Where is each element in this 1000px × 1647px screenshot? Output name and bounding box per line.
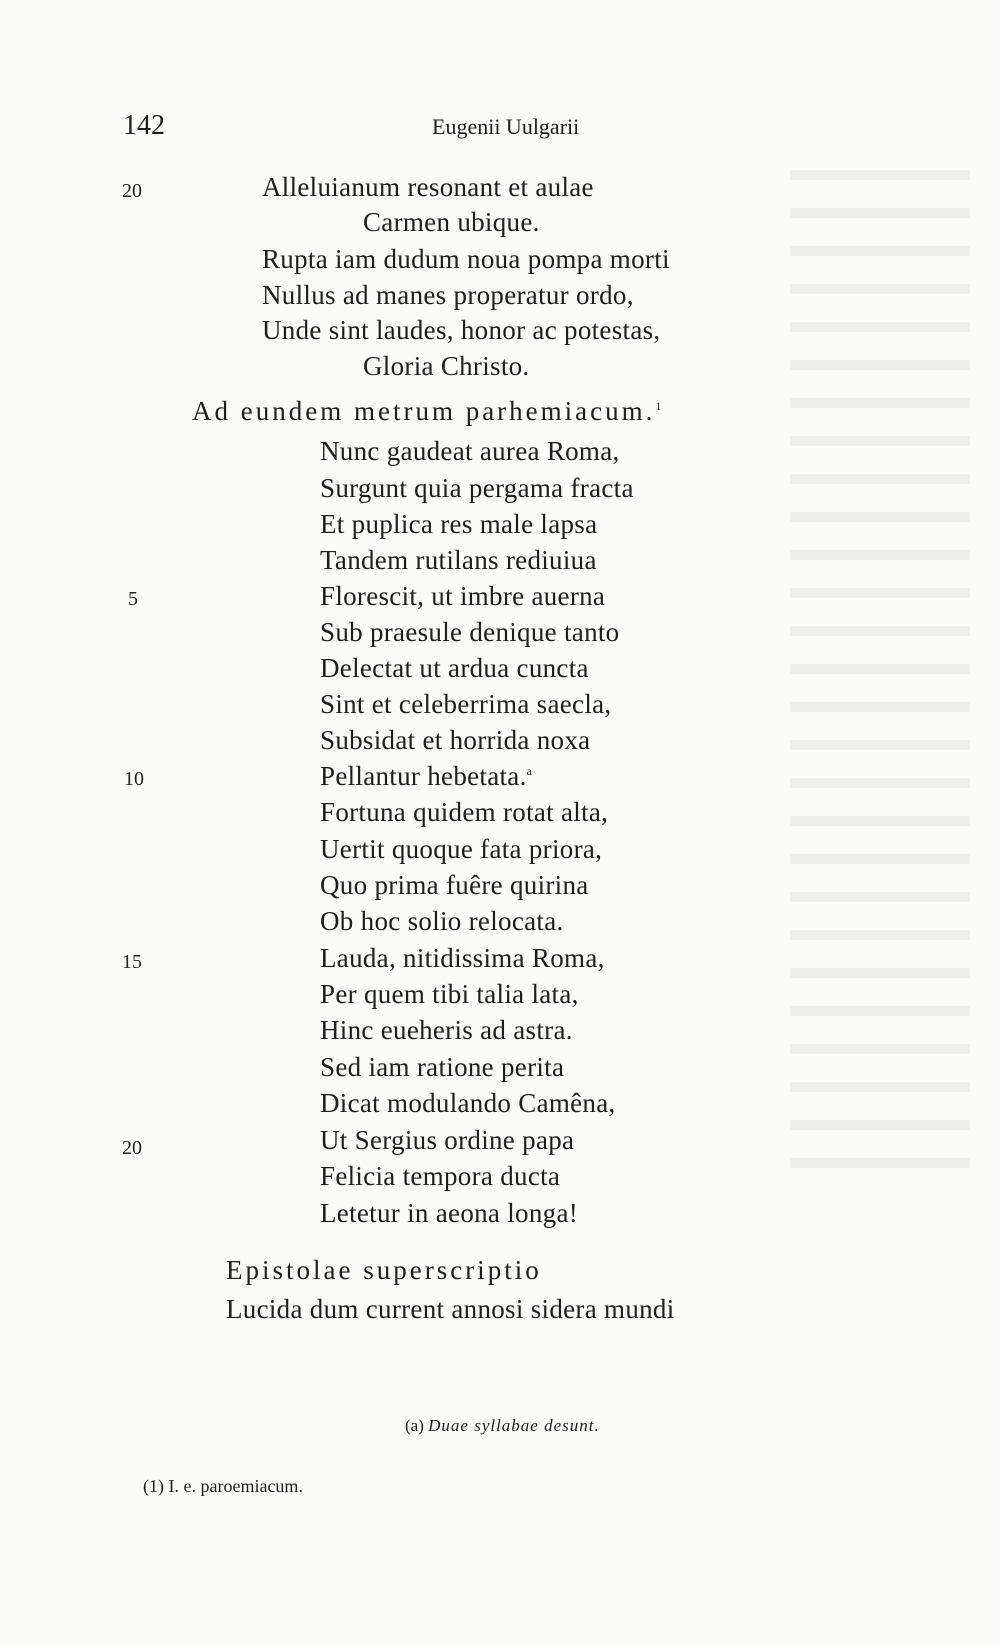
verse-line: Nunc gaudeat aurea Roma, xyxy=(320,436,620,466)
footnote-marker: 1 xyxy=(655,399,665,413)
line-number: 20 xyxy=(122,1137,142,1159)
verse-line: Tandem rutilans rediuiua xyxy=(320,545,597,575)
running-title: Eugenii Uulgarii xyxy=(432,114,580,139)
footnote-a xyxy=(405,1416,600,1436)
verse-line: Sed iam ratione perita xyxy=(320,1052,565,1082)
verse-line: Rupta iam dudum noua pompa morti xyxy=(262,244,670,274)
footnote-marker: a xyxy=(526,764,533,778)
line-number: 5 xyxy=(128,588,138,610)
footnote-1-marker: (1) xyxy=(143,1476,164,1496)
verse-line: Sub praesule denique tanto xyxy=(320,617,620,647)
poem-heading xyxy=(192,396,664,427)
footnote-a-marker: (a) xyxy=(405,1416,424,1435)
verse-line: Fortuna quidem rotat alta, xyxy=(320,797,609,827)
verse-line: Delectat ut ardua cuncta xyxy=(320,653,589,683)
verse-line: Sint et celeberrima saecla, xyxy=(320,689,612,719)
verse-line: Dicat modulando Camêna, xyxy=(320,1088,616,1118)
verse-line: Alleluianum resonant et aulae xyxy=(262,172,594,202)
verse-line: Lucida dum current annosi sidera mundi xyxy=(226,1294,675,1324)
verse-line: Et puplica res male lapsa xyxy=(320,509,598,539)
verse-line: Gloria Christo. xyxy=(363,351,530,381)
footnote-a-text: Duae syllabae desunt. xyxy=(428,1416,600,1435)
verse-line: Felicia tempora ducta xyxy=(320,1161,561,1191)
line-number: 20 xyxy=(122,180,142,202)
verse-line: Quo prima fuêre quirina xyxy=(320,870,589,900)
verse-line: Ut Sergius ordine papa xyxy=(320,1125,575,1155)
show-through-texture xyxy=(790,170,970,1170)
verse-line: Letetur in aeona longa! xyxy=(320,1198,579,1228)
verse-line: Hinc eueheris ad astra. xyxy=(320,1015,573,1045)
verse-line: Unde sint laudes, honor ac potestas, xyxy=(262,315,661,345)
verse-line: Subsidat et horrida noxa xyxy=(320,725,591,755)
verse-line: Nullus ad manes properatur ordo, xyxy=(262,280,634,310)
footnote-1-text: I. e. paroemiacum. xyxy=(168,1476,303,1496)
verse-line: Lauda, nitidissima Roma, xyxy=(320,943,605,973)
verse-line: Per quem tibi talia lata, xyxy=(320,979,579,1009)
page-number: 142 xyxy=(123,110,165,141)
verse-line-text: Pellantur hebetata. xyxy=(320,761,527,791)
verse-line: Carmen ubique. xyxy=(363,207,540,237)
verse-line: Surgunt quia pergama fracta xyxy=(320,473,634,503)
line-number: 15 xyxy=(122,951,142,973)
verse-line: Florescit, ut imbre auerna xyxy=(320,581,606,611)
verse-line xyxy=(320,761,532,792)
line-number: 10 xyxy=(124,768,144,790)
poem-heading-text: Ad eundem metrum parhemiacum. xyxy=(192,396,656,426)
epistle-heading: Epistolae superscriptio xyxy=(226,1255,542,1285)
verse-line: Ob hoc solio relocata. xyxy=(320,906,564,936)
footnote-1 xyxy=(143,1476,303,1497)
verse-line: Uertit quoque fata priora, xyxy=(320,834,603,864)
